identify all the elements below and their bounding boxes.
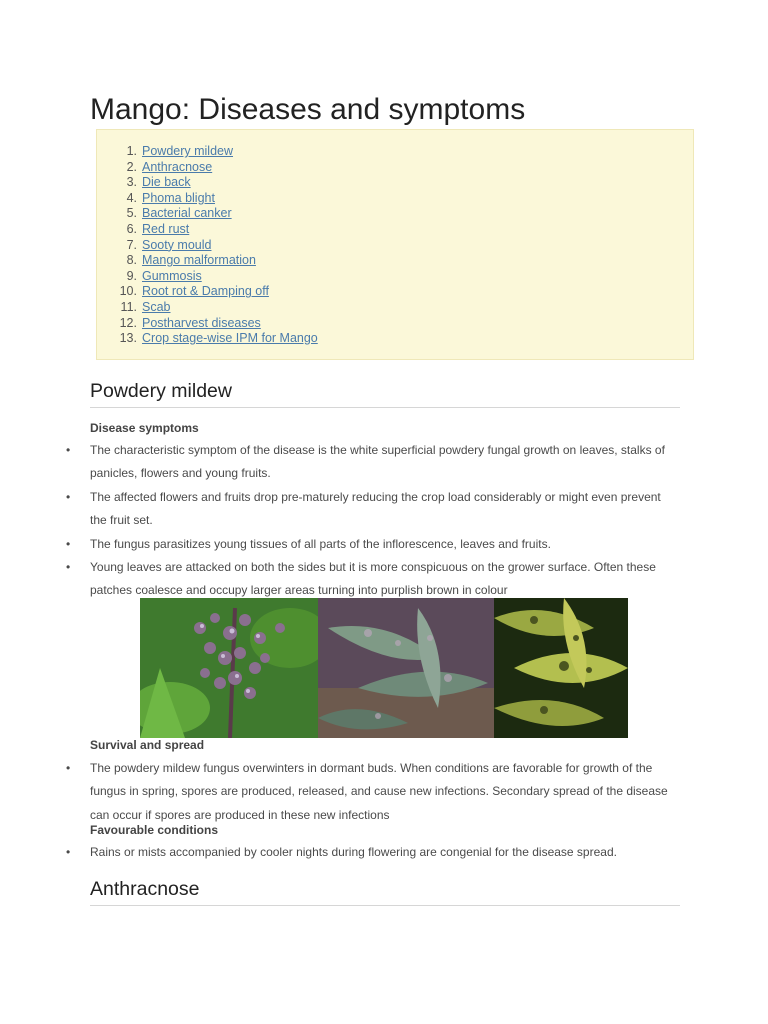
toc-item <box>111 331 693 347</box>
toc-item <box>111 206 693 222</box>
section-heading-powdery-mildew: Powdery mildew <box>90 380 680 408</box>
disease-symptoms-heading: Disease symptoms <box>90 421 199 435</box>
toc-item-number: 1. <box>126 144 137 158</box>
toc-item-number: 5. <box>126 206 137 221</box>
toc-link[interactable]: Postharvest diseases <box>142 315 261 330</box>
toc-item <box>111 300 693 316</box>
toc-item <box>111 316 693 332</box>
toc-item-number: 3. <box>126 175 137 190</box>
toc-item <box>111 284 693 300</box>
toc-list <box>111 144 693 347</box>
toc-link[interactable]: Mango malformation <box>142 253 256 268</box>
toc-link[interactable]: Crop stage-wise IPM for Mango <box>142 331 318 346</box>
toc-item-number: 13. <box>119 331 137 346</box>
table-of-contents <box>96 129 694 360</box>
section-heading-anthracnose: Anthracnose <box>90 878 680 906</box>
toc-item-number: 6. <box>126 221 137 236</box>
favourable-conditions-heading: Favourable conditions <box>90 823 219 837</box>
toc-link[interactable]: Red rust <box>142 221 190 236</box>
photo-mango-panicle <box>140 598 318 738</box>
list-item: • The characteristic symptom of the disease is the white superficial powdery fungal growth on leaves, stalks of panicles, flowers and young fruits. <box>66 439 680 486</box>
toc-item-number: 4. <box>126 190 137 205</box>
symptoms-list <box>66 439 680 603</box>
list-item: • The affected flowers and fruits drop pre-maturely reducing the crop load considerably or might even prevent the fruit set. <box>66 486 680 533</box>
toc-item <box>111 191 693 207</box>
toc-link[interactable]: Scab <box>142 299 171 314</box>
toc-item <box>111 222 693 238</box>
list-item: • Rains or mists accompanied by cooler nights during flowering are congenial for the disease spread. <box>66 841 680 864</box>
toc-link[interactable]: Powdery mildew <box>142 144 234 158</box>
toc-link[interactable]: Bacterial canker <box>142 206 232 221</box>
toc-item <box>111 175 693 191</box>
toc-item <box>111 269 693 285</box>
toc-item-number: 11. <box>120 299 137 314</box>
toc-item-number: 9. <box>126 268 137 283</box>
list-item: • The powdery mildew fungus overwinters in dormant buds. When conditions are favorable for growth of the fungus in spring, spores are produced, released, and cause new infections. Secondary spread of the disease can occur if spores are produced in these new infections <box>66 757 680 827</box>
toc-link[interactable]: Die back <box>142 175 191 190</box>
toc-item <box>111 238 693 254</box>
toc-item-number: 10. <box>119 284 137 299</box>
toc-link[interactable]: Sooty mould <box>142 237 212 252</box>
toc-link[interactable]: Root rot & Damping off <box>142 284 269 299</box>
survival-list <box>66 757 680 827</box>
toc-link[interactable]: Gummosis <box>142 268 202 283</box>
page-title: Mango: Diseases and symptoms <box>90 93 526 126</box>
toc-item-number: 7. <box>126 237 137 252</box>
toc-link[interactable]: Phoma blight <box>142 190 215 205</box>
photo-infected-leaves <box>318 598 494 738</box>
favourable-list <box>66 841 680 864</box>
toc-item-number: 12. <box>119 315 137 330</box>
toc-item-number: 2. <box>126 159 137 174</box>
toc-item <box>111 144 693 160</box>
toc-link[interactable]: Anthracnose <box>142 159 213 174</box>
disease-photo-strip <box>140 598 628 738</box>
list-item: • Young leaves are attacked on both the sides but it is more conspicuous on the grower surface. Often these patches coalesce and occupy larger areas turning into purplish brown in colour <box>66 556 680 603</box>
toc-item <box>111 253 693 269</box>
list-item: • The fungus parasitizes young tissues of all parts of the inflorescence, leaves and fruits. <box>66 533 680 556</box>
toc-item <box>111 160 693 176</box>
survival-spread-heading: Survival and spread <box>90 738 205 752</box>
photo-leaf-spots <box>494 598 628 738</box>
toc-item-number: 8. <box>126 253 137 268</box>
